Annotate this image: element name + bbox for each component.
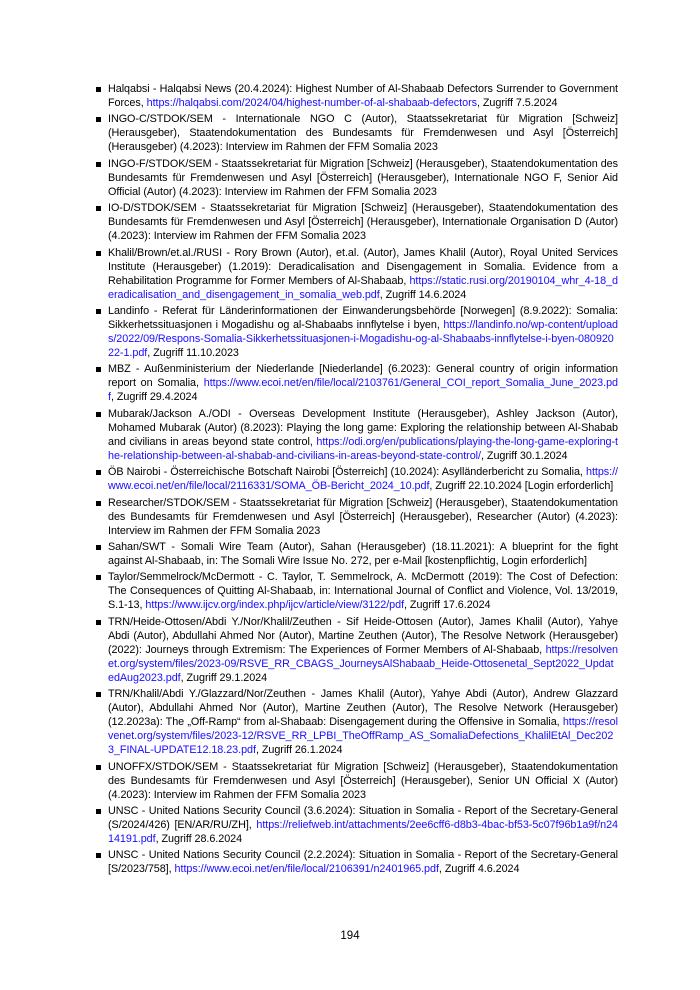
reference-text: Sahan/SWT - Somali Wire Team (Autor), Sahan (Herausgeber) (18.11.2021): A blueprint for the fight against Al-Shabaab, in: The Somali Wire Issue No. 272, per e-Mail [kostenpflichtig, Login erforderlich] bbox=[108, 540, 618, 567]
reference-text: TRN/Heide-Ottosen/Abdi Y./Nor/Khalil/Zeuthen - Sif Heide-Ottosen (Autor), James Khalil (Autor), Yahye Abdi (Autor), Abdullahi Ahmed Nor (Autor), Martine Zeuthen (Autor), The Resolve Network (Herausgeber) (2022): Journeys through Extremism: The Experiences of Former Members of Al-Shabaab, bbox=[108, 615, 618, 656]
bullet-square-icon bbox=[96, 470, 101, 475]
reference-text: Khalil/Brown/et.al./RUSI - Rory Brown (Autor), et.al. (Autor), James Khalil (Autor), Royal United Services Institute (Herausgeber) (1.2019): Deradicalisation and Disengagement in Somalia. Evidence from a Rehabilitation Programme for Former Members of Al-Shabaab, bbox=[108, 246, 618, 287]
reference-item bbox=[96, 496, 618, 538]
reference-text: INGO-F/STDOK/SEM - Staatssekretariat für Migration [Schweiz] (Herausgeber), Staatendokumentation des Bundesamts für Fremdenwesen und Asyl [Österreich] (Herausgeber), Internationale NGO F, Senior Aid Official (Autor) (4.2023): Interview im Rahmen der FFM Somalia 2023 bbox=[108, 157, 618, 198]
reference-link[interactable]: https://landinfo.no/wp-content/uploads/2022/09/Respons-Somalia-Sikkerhetssituasjonen-i-Mogadishu-og-al-Shabaabs-innflytelse-i-byen-08092022-1.pdf bbox=[108, 319, 618, 360]
reference-text: UNSC - United Nations Security Council (3.6.2024): Situation in Somalia - Report of the Secretary-General (S/2024/426) [EN/AR/RU/ZH], bbox=[108, 805, 618, 832]
bullet-square-icon bbox=[96, 117, 101, 122]
bullet-square-icon bbox=[96, 765, 101, 770]
reference-item bbox=[96, 407, 618, 463]
reference-access-date: , Zugriff 7.5.2024 bbox=[476, 97, 558, 110]
reference-item bbox=[96, 615, 618, 685]
reference-text: INGO-C/STDOK/SEM - Internationale NGO C (Autor), Staatssekretariat für Migration [Schweiz] (Herausgeber), Staatendokumentation des Bundesamts für Fremdenwesen und Asyl [Österreich] (Herausgeber) (4.2023): Interview im Rahmen der FFM Somalia 2023 bbox=[108, 113, 618, 154]
reference-item bbox=[96, 760, 618, 802]
reference-access-date: , Zugriff 17.6.2024 bbox=[404, 599, 491, 612]
reference-access-date: , Zugriff 29.1.2024 bbox=[180, 671, 268, 684]
reference-link[interactable]: https://reliefweb.int/attachments/2ee6cff6-d8b3-4bac-bf53-5c07f96b1a9f/n2414191.pdf bbox=[108, 819, 618, 846]
reference-item bbox=[96, 465, 618, 493]
reference-item bbox=[96, 304, 618, 360]
reference-text: UNOFFX/STDOK/SEM - Staatssekretariat für Migration [Schweiz] (Herausgeber), Staatendokumentation des Bundesamts für Fremdenwesen und Asyl [Österreich] (Herausgeber), Senior UN Official X (Autor) (4.2023): Interview im Rahmen der FFM Somalia 2023 bbox=[108, 760, 618, 801]
bullet-square-icon bbox=[96, 501, 101, 506]
reference-text: ÖB Nairobi - Österreichische Botschaft Nairobi [Österreich] (10.2024): Asylländerbericht zu Somalia, bbox=[108, 466, 586, 479]
reference-link[interactable]: https://www.ecoi.net/en/file/local/2106391/n2401965.pdf bbox=[174, 863, 439, 876]
page-number: 194 bbox=[340, 930, 360, 942]
reference-text: Taylor/Semmelrock/McDermott - C. Taylor, T. Semmelrock, A. McDermott (2019): The Cost of Defection: The Consequences of Quitting Al-Shabaab, in: International Journal of Conflict and Violence, Vol. 13/2019, S.1-13, bbox=[108, 571, 618, 612]
reference-item bbox=[96, 804, 618, 846]
reference-text: UNSC - United Nations Security Council (2.2.2024): Situation in Somalia - Report of the Secretary-General [S/2023/758], bbox=[108, 849, 618, 876]
reference-item bbox=[96, 362, 618, 404]
bullet-square-icon bbox=[96, 575, 101, 580]
reference-item bbox=[96, 82, 618, 110]
bullet-square-icon bbox=[96, 206, 101, 211]
reference-item bbox=[96, 157, 618, 199]
bullet-square-icon bbox=[96, 367, 101, 372]
reference-link[interactable]: https://resolvenet.org/system/files/2023-12/RSVE_RR_LPBI_TheOffRamp_AS_SomaliaDefections_KhalilEtAl_Dec2023_FINAL-UPDATE12.18.23.pdf bbox=[108, 716, 618, 757]
bullet-square-icon bbox=[96, 87, 101, 92]
bullet-square-icon bbox=[96, 251, 101, 256]
reference-link[interactable]: https://odi.org/en/publications/playing-the-long-game-exploring-the-relationship-between-al-shabab-and-civilians-in-areas-beyond-state-control/ bbox=[108, 435, 618, 462]
reference-link[interactable]: https://www.ecoi.net/en/file/local/2103761/General_COI_report_Somalia_June_2023.pdf bbox=[108, 377, 618, 404]
reference-list bbox=[96, 82, 618, 879]
reference-access-date: , Zugriff 26.1.2024 bbox=[255, 744, 343, 757]
reference-link[interactable]: https://www.ijcv.org/index.php/ijcv/article/view/3122/pdf bbox=[145, 599, 405, 612]
reference-link[interactable]: https://halqabsi.com/2024/04/highest-number-of-al-shabaab-defectors bbox=[146, 97, 477, 110]
reference-access-date: , Zugriff 30.1.2024 bbox=[481, 449, 568, 462]
reference-text: TRN/Khalil/Abdi Y./Glazzard/Nor/Zeuthen - James Khalil (Autor), Yahye Abdi (Autor), Andrew Glazzard (Autor), Abdullahi Ahmed Nor (Autor), Martine Zeuthen (Autor), The Resolve Network (Herausgeber) (12.2023a): The „Off-Ramp“ from al-Shabaab: Disengagement during the Offensive in Somalia, bbox=[108, 688, 618, 729]
reference-text: Mubarak/Jackson A./ODI - Overseas Development Institute (Herausgeber), Ashley Jackson (Autor), Mohamed Mubarak (Autor) (8.2023): Playing the long game: Exploring the relationship between Al-Shabab and civilians in areas beyond state control, bbox=[108, 407, 618, 448]
reference-access-date: , Zugriff 22.10.2024 [Login erforderlich] bbox=[429, 480, 614, 493]
bullet-square-icon bbox=[96, 620, 101, 625]
reference-item bbox=[96, 112, 618, 154]
reference-text: IO-D/STDOK/SEM - Staatssekretariat für Migration [Schweiz] (Herausgeber), Staatendokumentation des Bundesamts für Fremdenwesen und Asyl [Österreich] (Herausgeber), Internationale Organisation D (Autor) (4.2023): Interview im Rahmen der FFM Somalia 2023 bbox=[108, 202, 618, 243]
reference-item bbox=[96, 687, 618, 757]
reference-access-date: , Zugriff 14.6.2024 bbox=[379, 288, 467, 301]
reference-access-date: , Zugriff 11.10.2023 bbox=[147, 347, 239, 360]
reference-access-date: , Zugriff 29.4.2024 bbox=[110, 391, 198, 404]
reference-text: MBZ - Außenministerium der Niederlande [Niederlande] (6.2023): General country of origin information report on Somalia, bbox=[108, 363, 618, 390]
bullet-square-icon bbox=[96, 809, 101, 814]
reference-text: Halqabsi - Halqabsi News (20.4.2024): Highest Number of Al-Shabaab Defectors Surrender to Government Forces, bbox=[108, 83, 618, 110]
reference-item bbox=[96, 848, 618, 876]
bullet-square-icon bbox=[96, 412, 101, 417]
reference-link[interactable]: https://resolvenet.org/system/files/2023-09/RSVE_RR_CBAGS_JourneysAlShabaab_Heide-Ottosenetal_Sept2022_UpdatedAug2023.pdf bbox=[108, 643, 618, 684]
bullet-square-icon bbox=[96, 162, 101, 167]
reference-access-date: , Zugriff 28.6.2024 bbox=[155, 833, 243, 846]
bullet-square-icon bbox=[96, 692, 101, 697]
bullet-square-icon bbox=[96, 545, 101, 550]
reference-item bbox=[96, 540, 618, 568]
reference-item bbox=[96, 201, 618, 243]
reference-item bbox=[96, 246, 618, 302]
reference-item bbox=[96, 570, 618, 612]
bullet-square-icon bbox=[96, 853, 101, 858]
reference-link[interactable]: https://www.ecoi.net/en/file/local/2116331/SOMA_ÖB-Bericht_2024_10.pdf bbox=[108, 466, 618, 493]
reference-text: Landinfo - Referat für Länderinformationen der Einwanderungsbehörde [Norwegen] (8.9.2022): Somalia: Sikkerhetssituasjonen i Mogadishu og al-Shabaabs innflytelse i byen, bbox=[108, 304, 618, 331]
reference-link[interactable]: https://static.rusi.org/20190104_whr_4-18_deradicalisation_and_disengagement_in_somalia_web.pdf bbox=[108, 274, 618, 301]
reference-text: Researcher/STDOK/SEM - Staatssekretariat für Migration [Schweiz] (Herausgeber), Staatendokumentation des Bundesamts für Fremdenwesen und Asyl [Österreich] (Herausgeber), Researcher (Autor) (4.2023): Interview im Rahmen der FFM Somalia 2023 bbox=[108, 496, 618, 537]
bullet-square-icon bbox=[96, 309, 101, 314]
reference-access-date: , Zugriff 4.6.2024 bbox=[438, 863, 520, 876]
